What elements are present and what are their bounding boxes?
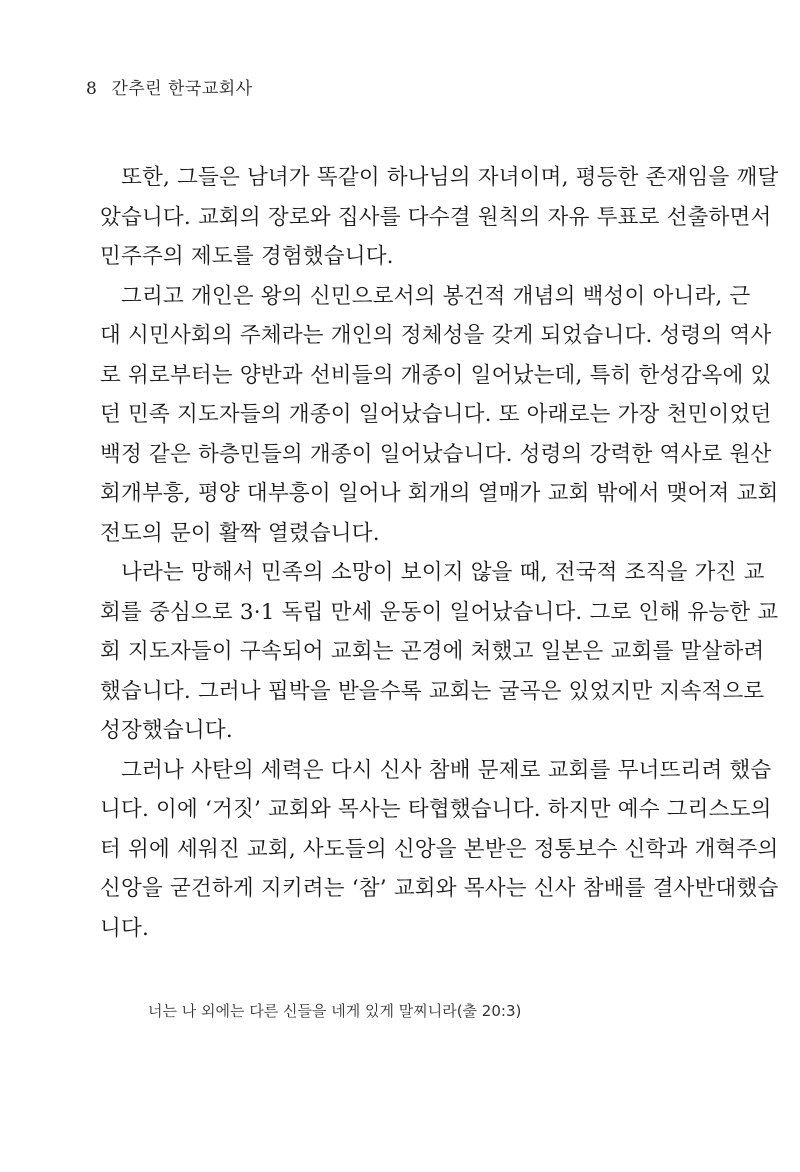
book-title: 간추린 한국교회사 <box>111 79 253 99</box>
text-line: 그리고 개인은 왕의 신민으로서의 봉건적 개념의 백성이 아니라, 근 <box>121 283 751 309</box>
text-line: 했습니다. 그러나 핍박을 받을수록 교회는 굴곡은 있었지만 지속적으로 <box>100 678 765 704</box>
text-line: 회를 중심으로 3·1 독립 만세 운동이 일어났습니다. 그로 인해 유능한 교 <box>100 599 779 625</box>
text-line: 민주주의 제도를 경험했습니다. <box>100 244 394 269</box>
page-number: 8 <box>86 79 98 99</box>
paragraph <box>100 158 779 277</box>
text-line: 그러나 사탄의 세력은 다시 신사 참배 문제로 교회를 무너뜨리려 했습 <box>121 757 772 783</box>
text-line: 나라는 망해서 민족의 소망이 보이지 않을 때, 전국적 조직을 가진 교 <box>121 560 765 585</box>
text-line: 로 위로부터는 양반과 선비들의 개종이 일어났는데, 특히 한성감옥에 있 <box>100 362 772 388</box>
text-line: 전도의 문이 활짝 열렸습니다. <box>100 520 380 546</box>
paragraph <box>100 553 779 751</box>
text-line: 니다. <box>100 915 149 941</box>
text-line: 회개부흥, 평양 대부흥이 일어나 회개의 열매가 교회 밖에서 맺어져 교회 <box>100 481 779 506</box>
footer-scripture-quote: 너는 나 외에는 다른 신들을 네게 있게 말찌니라(출 20:3) <box>148 1002 522 1020</box>
body-text <box>100 158 779 948</box>
running-header <box>86 74 253 99</box>
text-line: 또한, 그들은 남녀가 똑같이 하나님의 자녀이며, 평등한 존재임을 깨달 <box>121 165 779 190</box>
text-line: 던 민족 지도자들의 개종이 일어났습니다. 또 아래로는 가장 천민이었던 <box>100 402 772 427</box>
text-line: 회 지도자들이 구속되어 교회는 곤경에 처했고 일본은 교회를 말살하려 <box>100 639 765 664</box>
text-line: 니다. 이에 ‘거짓’ 교회와 목사는 타협했습니다. 하지만 예수 그리스도의 <box>100 797 772 822</box>
text-line: 신앙을 굳건하게 지키려는 ‘참’ 교회와 목사는 신사 참배를 결사반대했습 <box>100 876 779 901</box>
text-line: 터 위에 세워진 교회, 사도들의 신앙을 본받은 정통보수 신학과 개혁주의 <box>100 836 779 862</box>
text-line: 았습니다. 교회의 장로와 집사를 다수결 원칙의 자유 투표로 선출하면서 <box>100 204 772 230</box>
text-line: 대 시민사회의 주체라는 개인의 정체성을 갖게 되었습니다. 성령의 역사 <box>100 323 772 348</box>
paragraph <box>100 751 779 949</box>
text-line: 성장했습니다. <box>100 718 233 743</box>
text-line: 백정 같은 하층민들의 개종이 일어났습니다. 성령의 강력한 역사로 원산 <box>100 441 772 467</box>
paragraph <box>100 277 779 554</box>
